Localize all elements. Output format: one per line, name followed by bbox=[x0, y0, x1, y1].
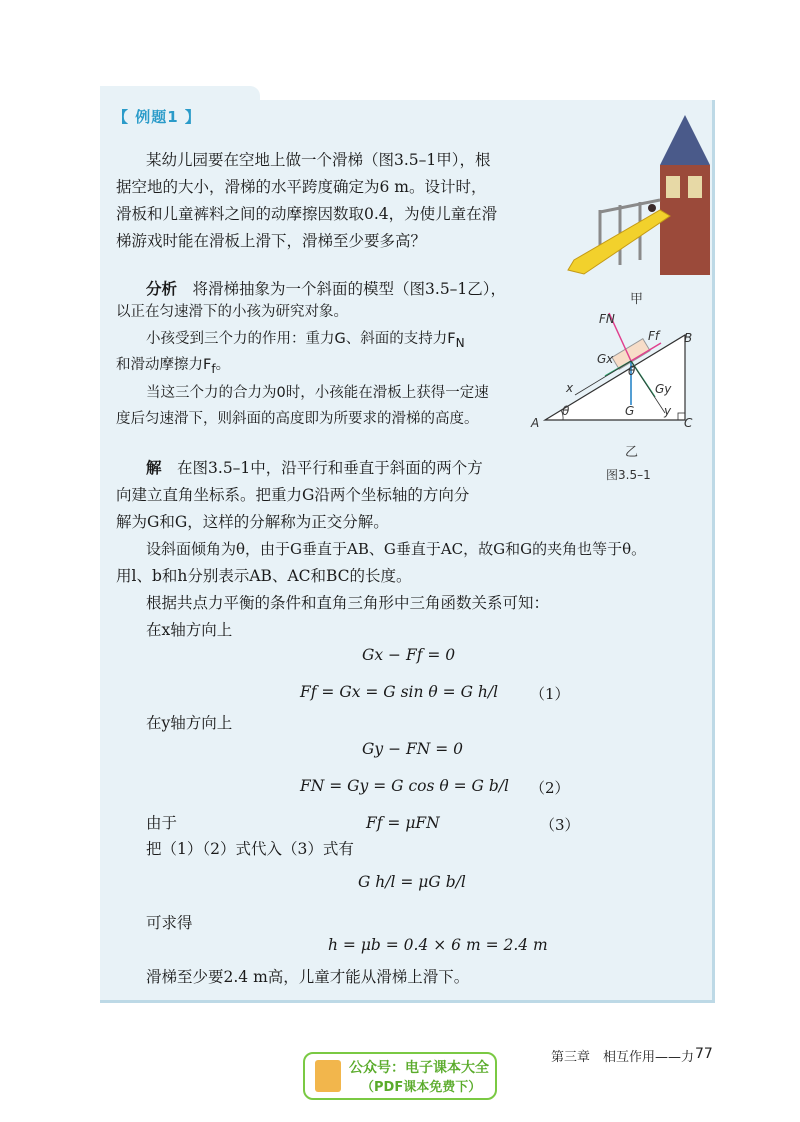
problem-line-3: 滑板和儿童裤料之间的动摩擦因数取0.4，为使儿童在滑 bbox=[116, 205, 498, 223]
solution-line-10: 把（1）（2）式代入（3）式有 bbox=[146, 840, 354, 858]
problem-line-1: 某幼儿园要在空地上做一个滑梯（图3.5–1甲），根 bbox=[146, 151, 491, 169]
solution-line-8: 在y轴方向上 bbox=[146, 714, 233, 732]
solution-line-12: 滑梯至少要2.4 m高，儿童才能从滑梯上滑下。 bbox=[146, 968, 470, 986]
solution-label: 解 bbox=[146, 459, 162, 477]
solution-line-2: 向建立直角坐标系。把重力G沿两个坐标轴的方向分 bbox=[116, 486, 470, 504]
analysis-text-4a: 和滑动摩擦力F bbox=[116, 357, 212, 373]
solution-line-4: 设斜面倾角为θ，由于G垂直于AB、G垂直于AC，故G和G的夹角也等于θ。 bbox=[146, 540, 647, 558]
analysis-line-6: 度后匀速滑下，则斜面的高度即为所要求的滑梯的高度。 bbox=[116, 411, 479, 427]
analysis-line-5: 当这三个力的合力为0时，小孩能在滑板上获得一定速 bbox=[146, 385, 489, 401]
slide-illustration bbox=[560, 110, 715, 285]
equation-number-3: （3） bbox=[540, 816, 580, 834]
analysis-label: 分析 bbox=[146, 280, 178, 298]
label-y: y bbox=[664, 404, 672, 418]
label-fn: FN bbox=[599, 312, 615, 326]
equation-6: G h/l = μG b/l bbox=[358, 873, 466, 891]
label-x: x bbox=[566, 381, 574, 395]
watermark-banner bbox=[303, 1052, 497, 1100]
analysis-text-4b: 。 bbox=[215, 357, 231, 373]
equation-5: Ff = μFN bbox=[366, 814, 440, 832]
equation-1: Gx − Ff = 0 bbox=[362, 646, 456, 664]
solution-line-1 bbox=[146, 455, 483, 482]
analysis-line-2: 以正在匀速滑下的小孩为研究对象。 bbox=[116, 304, 348, 320]
example-tag: 【 例题1 】 bbox=[113, 108, 201, 126]
book-icon bbox=[315, 1060, 341, 1092]
solution-line-9: 由于 bbox=[146, 814, 178, 832]
label-b: B bbox=[684, 331, 693, 345]
label-g: G bbox=[625, 404, 635, 418]
equation-number-2: （2） bbox=[530, 779, 570, 797]
equation-2: Ff = Gx = G sin θ = G h/l bbox=[300, 683, 499, 701]
label-gy: Gy bbox=[655, 382, 672, 396]
figure-top-label: 甲 bbox=[630, 292, 644, 307]
equation-number-1: （1） bbox=[530, 685, 570, 703]
watermark-line-2: （PDF课本免费下） bbox=[361, 1080, 482, 1095]
label-theta: θ bbox=[562, 404, 570, 418]
footer-chapter: 第三章 相互作用——力 bbox=[551, 1050, 695, 1065]
equation-4: FN = Gy = G cos θ = G b/l bbox=[300, 777, 509, 795]
label-a: A bbox=[531, 416, 540, 430]
solution-line-3: 解为G和G，这样的分解称为正交分解。 bbox=[116, 513, 389, 531]
analysis-text-3: 小孩受到三个力的作用：重力G、斜面的支持力F bbox=[146, 331, 456, 347]
solution-line-6: 根据共点力平衡的条件和直角三角形中三角函数关系可知： bbox=[146, 594, 550, 612]
analysis-sub-f: f bbox=[211, 361, 216, 376]
equation-7: h = μb = 0.4 × 6 m = 2.4 m bbox=[328, 936, 548, 954]
label-c: C bbox=[684, 416, 693, 430]
footer-page-number: 77 bbox=[695, 1046, 713, 1062]
analysis-text-1: 将滑梯抽象为一个斜面的模型（图3.5–1乙）， bbox=[192, 280, 507, 298]
label-ff: Ff bbox=[648, 329, 660, 343]
problem-line-4: 梯游戏时能在滑板上滑下，滑梯至少要多高？ bbox=[116, 232, 427, 250]
analysis-line-4 bbox=[116, 352, 230, 383]
solution-line-7: 在x轴方向上 bbox=[146, 621, 233, 639]
equation-3: Gy − FN = 0 bbox=[362, 740, 463, 758]
problem-line-2: 据空地的大小，滑梯的水平跨度确定为6 m。设计时， bbox=[116, 178, 487, 196]
figure-bottom-label: 乙 bbox=[625, 445, 639, 460]
label-gx: Gx bbox=[597, 352, 614, 366]
label-theta-top: θ bbox=[628, 364, 636, 378]
figure-caption: 图3.5–1 bbox=[606, 468, 651, 482]
solution-text-1: 在图3.5–1中，沿平行和垂直于斜面的两个方 bbox=[177, 459, 483, 477]
watermark-line-1: 公众号：电子课本大全 bbox=[349, 1060, 489, 1076]
solution-line-11: 可求得 bbox=[146, 914, 193, 932]
solution-line-5: 用l、b和h分别表示AB、AC和BC的长度。 bbox=[116, 567, 412, 585]
analysis-sub-n: N bbox=[455, 335, 465, 350]
